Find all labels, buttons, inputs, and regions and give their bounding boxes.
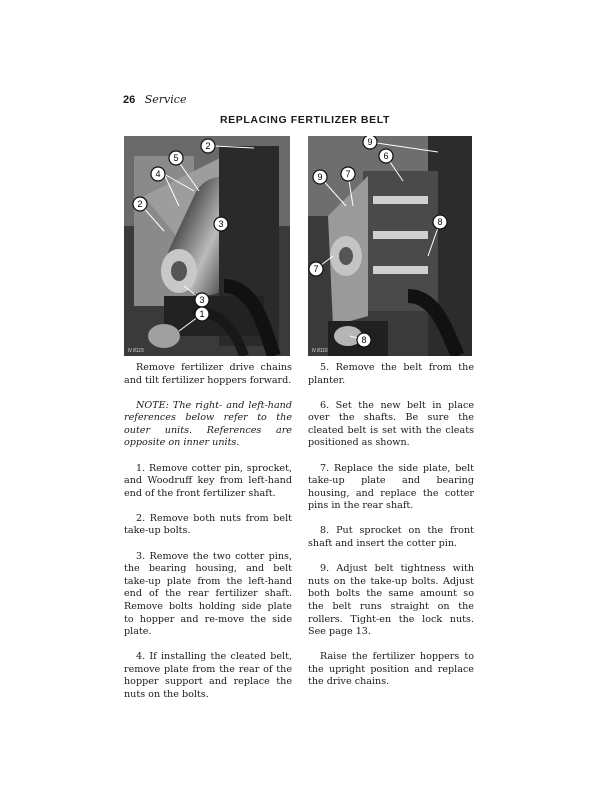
svg-text:7: 7: [313, 264, 319, 274]
step-2: 2. Remove both nuts from belt take-up bolts.: [124, 512, 292, 537]
step-6: 6. Set the new belt in place over the shafts. Be sure the cleated belt is set with the cleats positioned as shown.: [308, 399, 474, 449]
callout-5: [169, 151, 183, 165]
photo-left: [124, 136, 290, 356]
svg-text:4: 4: [155, 169, 161, 179]
page-title: REPLACING FERTILIZER BELT: [220, 114, 390, 126]
svg-text:7: 7: [345, 169, 351, 179]
svg-text:2: 2: [205, 141, 211, 151]
svg-text:1: 1: [199, 309, 205, 319]
callout-8: [433, 215, 447, 229]
photo-right-id: N 8116: [312, 348, 328, 354]
svg-text:6: 6: [383, 151, 389, 161]
intro-paragraph: Remove fertilizer drive chains and tilt fertilizer hoppers forward.: [124, 362, 292, 386]
step-7: 7. Replace the side plate, belt take-up plate and bearing housing, and replace the cotter pins in the rear shaft.: [308, 462, 474, 512]
step-9: 9. Adjust belt tightness with nuts on the take-up bolts. Adjust both bolts the same amount so the belt runs straight on the rollers. Tight-en the lock nuts. See page 13.: [308, 563, 474, 638]
svg-text:2: 2: [137, 199, 143, 209]
step-3: 3. Remove the two cotter pins, the bearing housing, and belt take-up plate from the left-hand end of the rear fertilizer shaft. Remove bolts holding side plate to hopper and re-move the side plate.: [124, 550, 292, 638]
step-1: 1. Remove cotter pin, sprocket, and Woodruff key from left-hand end of the front fertilizer shaft.: [124, 462, 292, 499]
photo-left-id: N 8115: [128, 348, 144, 354]
callout-3: [214, 217, 228, 231]
left-column: [124, 362, 292, 714]
callout-8: [357, 333, 371, 347]
page-number: 26: [123, 94, 136, 106]
callout-9: [313, 170, 327, 184]
callout-6: [379, 149, 393, 163]
svg-text:8: 8: [437, 217, 443, 227]
callout-1: [195, 307, 209, 321]
callout-4: [151, 167, 165, 181]
section-name: Service: [144, 93, 187, 106]
step-5: 5. Remove the belt from the planter.: [308, 362, 474, 386]
step-4: 4. If installing the cleated belt, remove plate from the rear of the hopper support and replace the nuts on the bolts.: [124, 651, 292, 700]
svg-text:3: 3: [199, 295, 205, 305]
callout-2: [201, 139, 215, 153]
svg-text:9: 9: [317, 172, 323, 182]
svg-text:8: 8: [361, 335, 367, 345]
callout-7: [309, 262, 323, 276]
callout-7: [341, 167, 355, 181]
right-column: [308, 362, 474, 701]
callout-9: [363, 136, 377, 149]
page-header: [123, 93, 186, 106]
callout-3: [195, 293, 209, 307]
svg-text:3: 3: [218, 219, 224, 229]
photo-right: [308, 136, 472, 356]
svg-text:5: 5: [173, 153, 179, 163]
note-paragraph: NOTE: The right- and left-hand references below refer to the outer units. References are opposite on inner units.: [124, 399, 292, 449]
step-8: 8. Put sprocket on the front shaft and insert the cotter pin.: [308, 525, 474, 550]
svg-text:9: 9: [367, 137, 373, 147]
closing-paragraph: Raise the fertilizer hoppers to the upright position and replace the drive chains.: [308, 651, 474, 688]
callout-2: [133, 197, 147, 211]
